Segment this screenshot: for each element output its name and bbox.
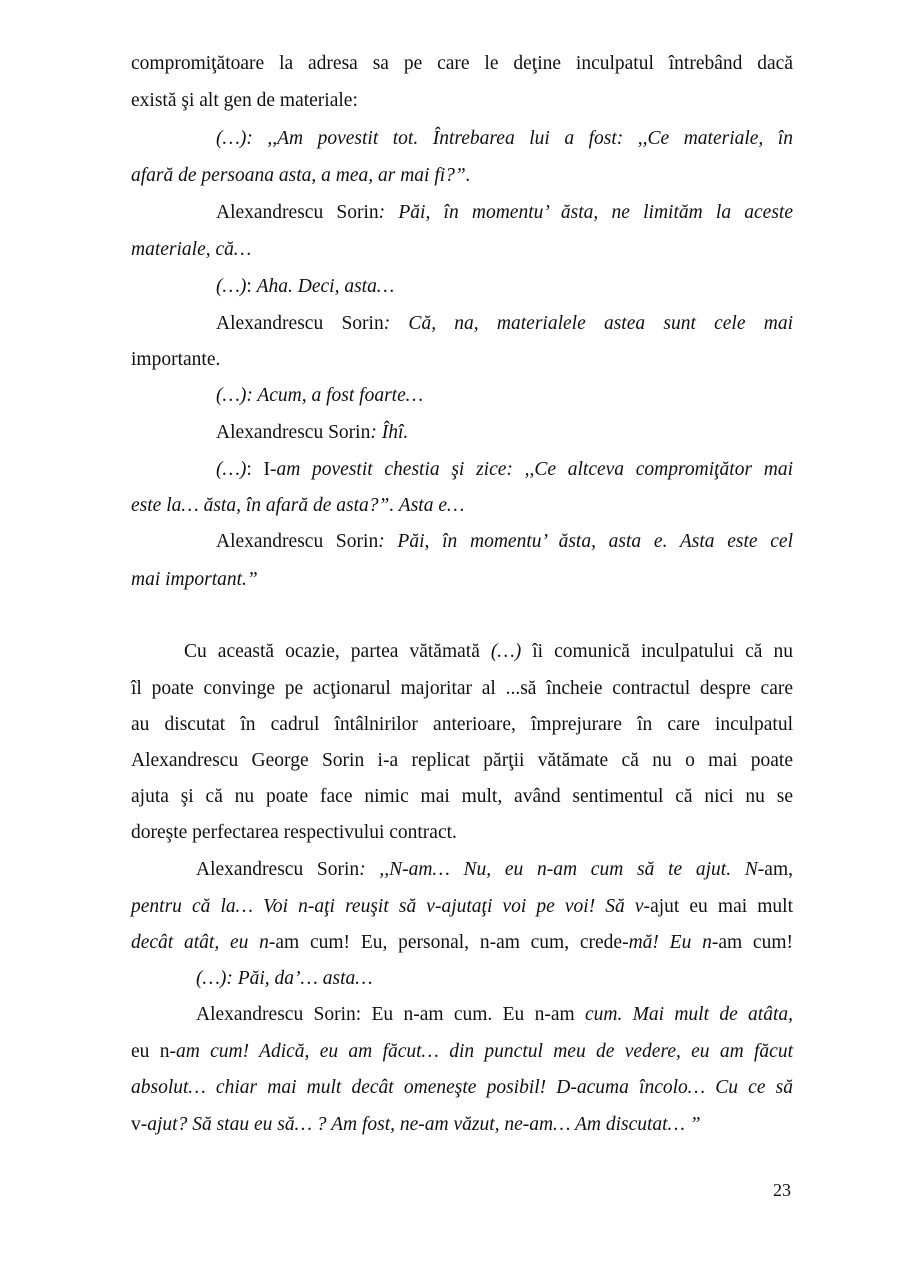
text-line — [131, 89, 358, 113]
text-segment: Alexandrescu Sorin — [216, 202, 379, 223]
quote-line — [216, 458, 793, 482]
paragraph-line — [131, 749, 793, 773]
text-segment: Alexandrescu Sorin — [216, 531, 379, 552]
text-segment: doreşte perfectarea respectivului contract. — [131, 822, 457, 843]
italic-segment: cum. Mai mult de atâta, — [584, 1004, 793, 1025]
quote-line — [196, 1003, 793, 1027]
quote-line — [131, 164, 471, 188]
italic-segment: (…): Păi, da’… asta… — [196, 968, 373, 989]
quote-line — [131, 1113, 701, 1137]
quote-line — [131, 348, 220, 372]
italic-segment: mai important.” — [131, 569, 258, 590]
quote-line — [216, 421, 408, 445]
text-segment: Alexandrescu George Sorin i-a replicat părţii vătămate că nu o mai poate — [131, 750, 793, 771]
text-segment: importante. — [131, 349, 221, 370]
quote-line — [216, 312, 793, 336]
italic-segment: decât atât, eu n- — [131, 932, 276, 953]
text-segment: ajut eu mai mult — [650, 896, 793, 917]
text-segment: am cum! — [718, 932, 793, 953]
italic-segment: (…) — [490, 641, 522, 662]
text-segment: Alexandrescu Sorin — [216, 422, 371, 443]
text-segment: îl poate convinge pe acţionarul majoritar al ...să încheie contractul despre care — [131, 678, 793, 699]
text-segment: v- — [131, 1114, 148, 1135]
italic-segment: : Păi, în momentu’ ăsta, ne limităm la aceste — [378, 202, 793, 223]
quote-line — [131, 494, 464, 518]
italic-segment: afară de persoana asta, a mea, ar mai fi?”. — [131, 165, 471, 186]
text-segment: Cu această ocazie, partea vătămată — [184, 641, 491, 662]
italic-segment: pentru că la… Voi n-aţi reuşit să v-ajutaţi voi pe voi! Să v- — [131, 896, 651, 917]
italic-segment: absolut… chiar mai mult decât omeneşte posibil! D-acuma încolo… Cu ce să — [131, 1077, 793, 1098]
quote-line — [131, 238, 251, 262]
italic-segment: : ,,N-am… Nu, eu n-am cum să te ajut. N- — [359, 859, 765, 880]
quote-line — [131, 568, 258, 592]
text-segment: ajuta şi că nu poate face nimic mai mult, având sentimentul că nici nu se — [131, 786, 793, 807]
quote-line — [216, 384, 423, 408]
quote-line — [131, 1076, 793, 1100]
quote-line — [216, 127, 793, 151]
quote-line — [131, 895, 793, 919]
text-segment: există şi alt gen de materiale: — [131, 90, 358, 111]
paragraph-line — [184, 640, 793, 664]
text-segment: compromiţătoare la adresa sa pe care le deţine inculpatul întrebând dacă — [131, 53, 793, 74]
italic-segment: ajut? Să stau eu să… ? Am fost, ne-am văzut, ne-am… Am discutat… ” — [147, 1114, 701, 1135]
text-segment: au discutat în cadrul întâlnirilor anterioare, împrejurare în care inculpatul — [131, 714, 793, 735]
quote-line — [196, 967, 373, 991]
quote-line — [216, 530, 793, 554]
italic-segment: Aha. Deci, asta… — [256, 276, 395, 297]
paragraph-line — [131, 821, 457, 845]
quote-line — [131, 1040, 793, 1064]
italic-segment: am povestit chestia şi zice: ,,Ce altceva compromiţător mai — [276, 459, 794, 480]
italic-segment: : Îhî. — [370, 422, 409, 443]
text-segment: am cum! Eu, personal, n-am cum, crede- — [275, 932, 629, 953]
italic-segment: este la… ăsta, în afară de asta?”. Asta e… — [131, 495, 465, 516]
quote-line — [216, 201, 793, 225]
italic-segment: am cum! Adică, eu am făcut… din punctul meu de vedere, eu am făcut — [175, 1041, 793, 1062]
page-number: 23 — [773, 1180, 791, 1200]
paragraph-line — [131, 713, 793, 737]
text-line — [131, 52, 793, 76]
text-segment: : — [246, 276, 257, 297]
quote-line — [196, 858, 793, 882]
paragraph-line — [131, 785, 793, 809]
italic-segment: (…) — [216, 276, 247, 297]
paragraph-line — [131, 677, 793, 701]
quote-line — [131, 931, 793, 955]
text-segment: îi comunică inculpatului că nu — [521, 641, 793, 662]
italic-segment: (…) — [216, 459, 247, 480]
quote-line — [216, 275, 394, 299]
text-segment: eu n- — [131, 1041, 176, 1062]
italic-segment: (…): ,,Am povestit tot. Întrebarea lui a fost: ,,Ce materiale, în — [216, 128, 793, 149]
text-segment: : I- — [246, 459, 277, 480]
italic-segment: materiale, că… — [131, 239, 252, 260]
text-segment: am, — [764, 859, 793, 880]
italic-segment: mă! Eu n- — [628, 932, 719, 953]
text-segment: Alexandrescu Sorin — [196, 859, 360, 880]
italic-segment: : Că, na, materialele astea sunt cele mai — [383, 313, 793, 334]
italic-segment: (…): Acum, a fost foarte… — [216, 385, 424, 406]
italic-segment: : Păi, în momentu’ ăsta, asta e. Asta este cel — [378, 531, 793, 552]
text-segment: Alexandrescu Sorin — [216, 313, 384, 334]
text-segment: Alexandrescu Sorin: Eu n-am cum. Eu n-am — [196, 1004, 585, 1025]
